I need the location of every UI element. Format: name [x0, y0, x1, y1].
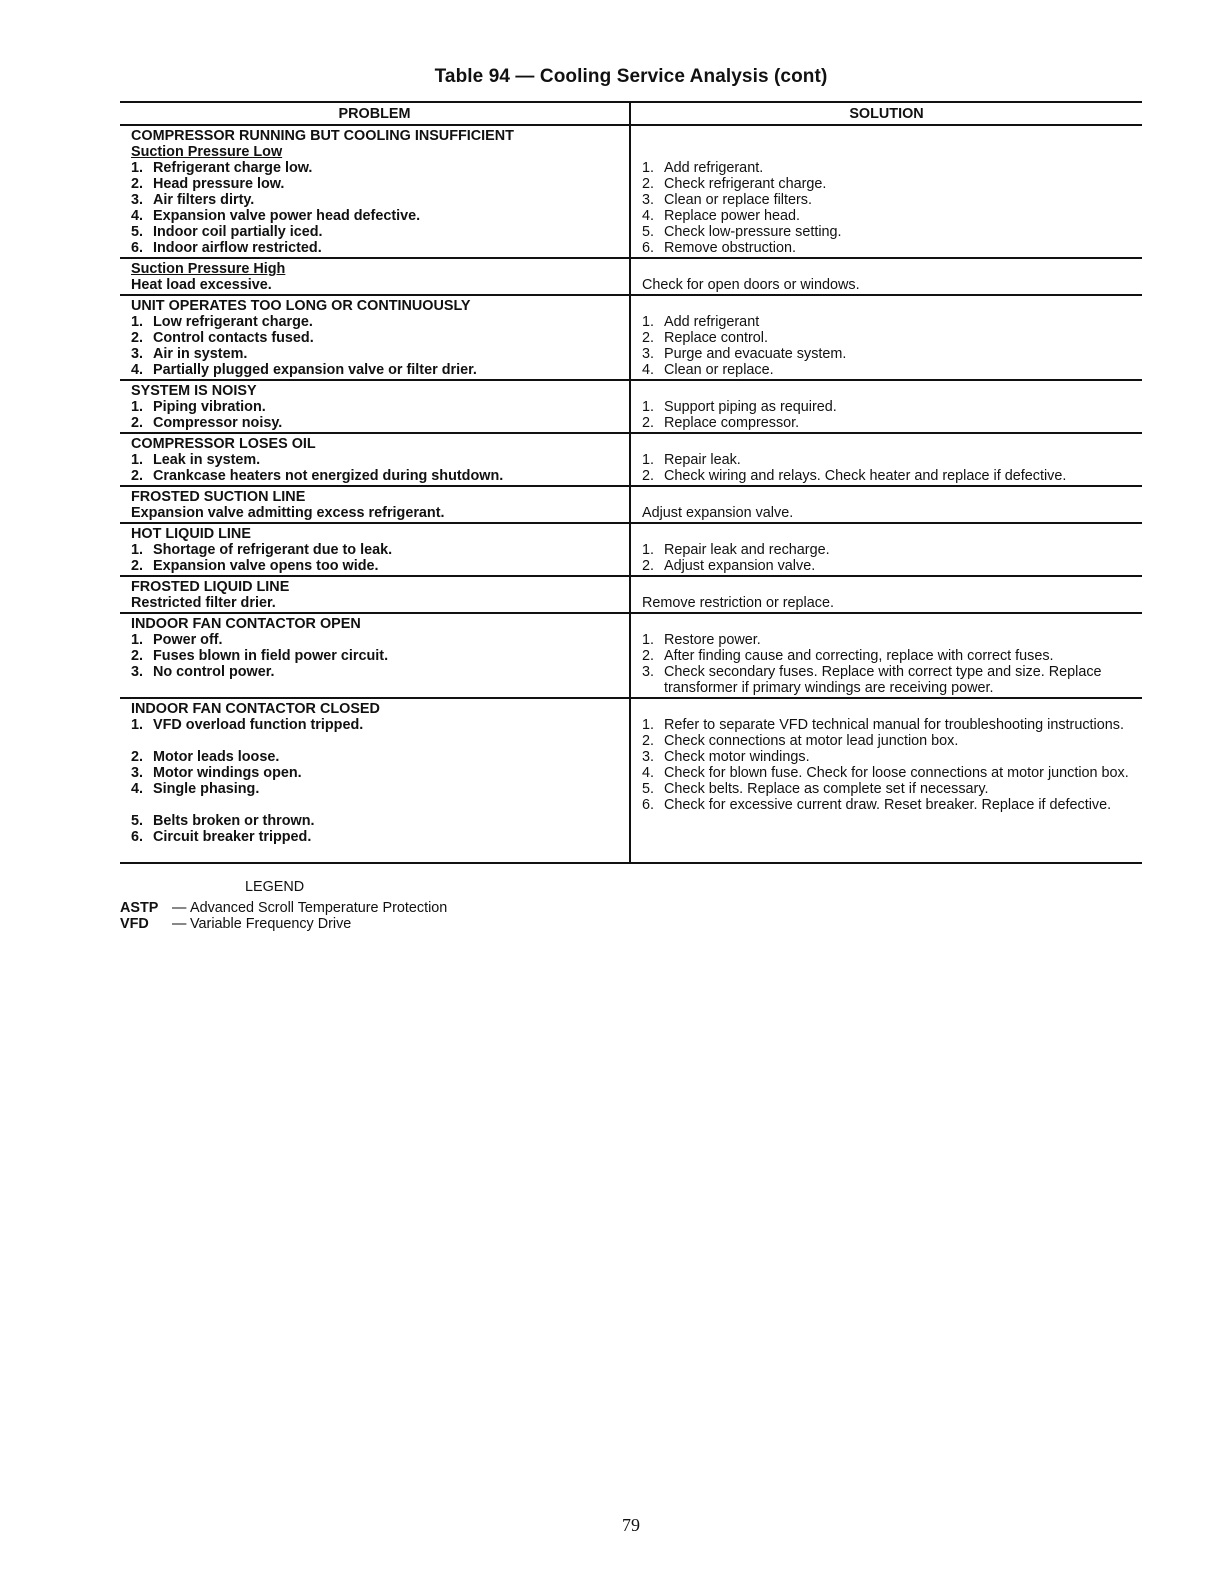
table-row	[120, 380, 1142, 433]
problem-item	[131, 749, 629, 765]
item-number: 1.	[131, 632, 144, 648]
solution-cell	[630, 613, 1142, 698]
item-text: Single phasing.	[153, 781, 260, 797]
solution-cell	[630, 258, 1142, 295]
problem-item	[131, 468, 629, 484]
item-number: 1.	[642, 160, 655, 176]
table-row	[120, 258, 1142, 295]
problem-item	[131, 664, 629, 696]
solution-item	[642, 468, 1142, 484]
solution-cell	[630, 125, 1142, 258]
table-row	[120, 433, 1142, 486]
item-text: Replace power head.	[664, 208, 801, 224]
problem-heading: UNIT OPERATES TOO LONG OR CONTINUOUSLY	[131, 298, 471, 314]
problem-item	[131, 277, 629, 293]
legend-dash: —	[172, 900, 187, 916]
item-text: Indoor airflow restricted.	[153, 240, 322, 256]
item-number: 2.	[642, 648, 655, 664]
item-number: 4.	[131, 781, 144, 797]
problem-item	[131, 208, 629, 224]
item-number: 3.	[642, 749, 655, 765]
item-text: Heat load excessive.	[131, 277, 272, 293]
item-number: 3.	[131, 346, 144, 362]
item-text: Indoor coil partially iced.	[153, 224, 323, 240]
legend-text: Variable Frequency Drive	[190, 916, 352, 932]
item-number: 6.	[131, 240, 144, 256]
solution-item	[642, 749, 1142, 765]
item-number: 3.	[131, 664, 144, 680]
item-text: Check secondary fuses. Replace with correct type and size. Replace transformer if primary windings are receiving power.	[664, 664, 1102, 696]
problem-item	[131, 648, 629, 664]
service-analysis-table-container	[120, 101, 1142, 864]
item-text: Check for open doors or windows.	[642, 277, 860, 293]
problem-cell	[120, 523, 630, 576]
item-number: 1.	[131, 542, 144, 558]
item-number: 1.	[642, 632, 655, 648]
item-text: Belts broken or thrown.	[153, 813, 315, 829]
item-number: 5.	[131, 224, 144, 240]
item-text: Check connections at motor lead junction box.	[664, 733, 959, 749]
item-text: VFD overload function tripped.	[153, 717, 364, 733]
spacer	[642, 526, 1142, 542]
item-number: 4.	[642, 362, 655, 378]
legend-title: LEGEND	[245, 879, 305, 895]
legend-text: Advanced Scroll Temperature Protection	[190, 900, 448, 916]
item-text: Restricted filter drier.	[131, 595, 276, 611]
problem-item	[131, 415, 629, 431]
item-number: 4.	[642, 208, 655, 224]
problem-heading: HOT LIQUID LINE	[131, 526, 251, 542]
item-number: 2.	[131, 648, 144, 664]
table-header-row	[120, 102, 1142, 125]
problem-item	[131, 160, 629, 176]
item-text: Add refrigerant.	[664, 160, 764, 176]
item-text: Clean or replace.	[664, 362, 774, 378]
item-text: Repair leak and recharge.	[664, 542, 830, 558]
item-text: Check for excessive current draw. Reset breaker. Replace if defective.	[664, 797, 1112, 813]
item-number: 5.	[642, 781, 655, 797]
spacer	[642, 701, 1142, 717]
problem-cell	[120, 486, 630, 523]
item-text: Leak in system.	[153, 452, 261, 468]
problem-item	[131, 595, 629, 611]
item-number: 2.	[131, 176, 144, 192]
solution-item	[642, 314, 1142, 330]
problem-item	[131, 192, 629, 208]
item-number: 1.	[642, 717, 655, 733]
item-number: 1.	[642, 452, 655, 468]
legend-abbr: ASTP	[120, 900, 159, 916]
solution-item	[642, 346, 1142, 362]
item-text: Check refrigerant charge.	[664, 176, 827, 192]
spacer	[642, 616, 1142, 632]
item-number: 2.	[131, 330, 144, 346]
problem-cell	[120, 613, 630, 698]
table-row	[120, 486, 1142, 523]
problem-cell	[120, 295, 630, 380]
problem-cell	[120, 433, 630, 486]
problem-item	[131, 829, 629, 861]
spacer	[642, 261, 1142, 277]
item-number: 4.	[131, 362, 144, 378]
item-text: Refrigerant charge low.	[153, 160, 313, 176]
item-text: Support piping as required.	[664, 399, 837, 415]
item-text: Adjust expansion valve.	[664, 558, 816, 574]
item-text: Motor windings open.	[153, 765, 302, 781]
spacer	[642, 436, 1142, 452]
item-text: Compressor noisy.	[153, 415, 283, 431]
problem-heading: INDOOR FAN CONTACTOR CLOSED	[131, 701, 380, 717]
item-text: Check low-pressure setting.	[664, 224, 842, 240]
solution-item	[642, 362, 1142, 378]
solution-item	[642, 505, 1142, 521]
item-number: 1.	[131, 160, 144, 176]
solution-cell	[630, 433, 1142, 486]
solution-item	[642, 558, 1142, 574]
item-number: 6.	[642, 797, 655, 813]
item-number: 2.	[642, 733, 655, 749]
solution-item	[642, 192, 1142, 208]
item-number: 5.	[131, 813, 144, 829]
item-text: Partially plugged expansion valve or filter drier.	[153, 362, 477, 378]
item-number: 6.	[131, 829, 144, 845]
table-row	[120, 576, 1142, 613]
solution-item	[642, 277, 1142, 293]
item-text: Check motor windings.	[664, 749, 810, 765]
item-number: 2.	[642, 558, 655, 574]
problem-item	[131, 224, 629, 240]
item-text: Control contacts fused.	[153, 330, 314, 346]
item-number: 2.	[131, 415, 144, 431]
item-text: Purge and evacuate system.	[664, 346, 847, 362]
solution-item	[642, 664, 1142, 696]
solution-item	[642, 240, 1142, 256]
problem-item	[131, 542, 629, 558]
item-text: Clean or replace filters.	[664, 192, 812, 208]
solution-cell	[630, 486, 1142, 523]
problem-item	[131, 176, 629, 192]
item-number: 1.	[642, 314, 655, 330]
table-row	[120, 125, 1142, 258]
solution-item	[642, 595, 1142, 611]
item-number: 6.	[642, 240, 655, 256]
problem-heading: SYSTEM IS NOISY	[131, 383, 257, 399]
item-text: Restore power.	[664, 632, 761, 648]
solution-item	[642, 399, 1142, 415]
problem-heading: INDOOR FAN CONTACTOR OPEN	[131, 616, 361, 632]
item-text: Check wiring and relays. Check heater and replace if defective.	[664, 468, 1067, 484]
problem-column-header: PROBLEM	[120, 102, 630, 125]
problem-item	[131, 330, 629, 346]
item-text: Adjust expansion valve.	[642, 505, 794, 521]
problem-heading: COMPRESSOR RUNNING BUT COOLING INSUFFICIENT	[131, 128, 514, 144]
problem-item	[131, 399, 629, 415]
item-text: Check for blown fuse. Check for loose connections at motor junction box.	[664, 765, 1129, 781]
item-text: Shortage of refrigerant due to leak.	[153, 542, 393, 558]
problem-cell	[120, 258, 630, 295]
solution-item	[642, 176, 1142, 192]
solution-cell	[630, 295, 1142, 380]
item-number: 1.	[642, 399, 655, 415]
item-number: 4.	[131, 208, 144, 224]
problem-item	[131, 558, 629, 574]
item-text: Circuit breaker tripped.	[153, 829, 312, 845]
item-number: 5.	[642, 224, 655, 240]
item-text: Replace compressor.	[664, 415, 800, 431]
problem-item	[131, 240, 629, 256]
page-title: Table 94 — Cooling Service Analysis (cont)	[434, 66, 828, 87]
item-number: 1.	[131, 399, 144, 415]
item-number: 1.	[131, 452, 144, 468]
item-text: Piping vibration.	[153, 399, 266, 415]
problem-item	[131, 717, 629, 749]
solution-item	[642, 648, 1142, 664]
problem-cell	[120, 380, 630, 433]
legend-entry-vfd	[120, 916, 447, 932]
table-row	[120, 613, 1142, 698]
legend-entry-astp	[120, 900, 447, 916]
problem-item	[131, 346, 629, 362]
solution-item	[642, 330, 1142, 346]
item-text: Low refrigerant charge.	[153, 314, 313, 330]
solution-item	[642, 415, 1142, 431]
problem-cell	[120, 698, 630, 863]
item-number: 1.	[642, 542, 655, 558]
item-text: Power off.	[153, 632, 223, 648]
solution-cell	[630, 523, 1142, 576]
spacer	[642, 144, 1142, 160]
legend-dash: —	[172, 916, 187, 932]
problem-heading: FROSTED LIQUID LINE	[131, 579, 290, 595]
item-number: 2.	[131, 468, 144, 484]
solution-item	[642, 797, 1142, 813]
legend-abbr: VFD	[120, 916, 149, 932]
solution-item	[642, 632, 1142, 648]
page-number: 79	[622, 1515, 640, 1535]
spacer	[642, 579, 1142, 595]
spacer	[642, 298, 1142, 314]
problem-item	[131, 781, 629, 813]
item-text: Expansion valve admitting excess refrigerant.	[131, 505, 445, 521]
table-row	[120, 523, 1142, 576]
item-number: 3.	[642, 192, 655, 208]
item-number: 2.	[642, 330, 655, 346]
table-body	[120, 125, 1142, 863]
spacer	[642, 383, 1142, 399]
problem-item	[131, 505, 629, 521]
service-analysis-table	[120, 101, 1142, 864]
spacer	[642, 489, 1142, 505]
problem-subheading: Suction Pressure High	[131, 261, 286, 277]
legend	[120, 878, 447, 932]
item-text: Head pressure low.	[153, 176, 285, 192]
item-number: 2.	[131, 749, 144, 765]
problem-heading: COMPRESSOR LOSES OIL	[131, 436, 316, 452]
item-number: 3.	[131, 192, 144, 208]
table-row	[120, 295, 1142, 380]
solution-item	[642, 765, 1142, 781]
problem-subheading: Suction Pressure Low	[131, 144, 283, 160]
solution-cell	[630, 380, 1142, 433]
item-text: Crankcase heaters not energized during shutdown.	[153, 468, 504, 484]
item-number: 4.	[642, 765, 655, 781]
item-text: Check belts. Replace as complete set if necessary.	[664, 781, 989, 797]
solution-item	[642, 208, 1142, 224]
solution-item	[642, 733, 1142, 749]
item-number: 2.	[642, 468, 655, 484]
problem-item	[131, 314, 629, 330]
item-text: Repair leak.	[664, 452, 741, 468]
item-text: No control power.	[153, 664, 275, 680]
problem-cell	[120, 125, 630, 258]
solution-item	[642, 160, 1142, 176]
spacer	[642, 128, 1142, 144]
solution-item	[642, 224, 1142, 240]
item-text: Air filters dirty.	[153, 192, 255, 208]
item-number: 3.	[642, 664, 655, 680]
problem-heading: FROSTED SUCTION LINE	[131, 489, 306, 505]
item-text: Remove obstruction.	[664, 240, 796, 256]
problem-item	[131, 632, 629, 648]
item-text: Motor leads loose.	[153, 749, 280, 765]
solution-column-header: SOLUTION	[630, 102, 1142, 125]
problem-item	[131, 362, 629, 378]
item-number: 3.	[131, 765, 144, 781]
item-text: Remove restriction or replace.	[642, 595, 834, 611]
item-number: 1.	[131, 314, 144, 330]
solution-cell	[630, 698, 1142, 863]
item-number: 2.	[131, 558, 144, 574]
solution-item	[642, 452, 1142, 468]
problem-item	[131, 765, 629, 781]
problem-cell	[120, 576, 630, 613]
item-number: 3.	[642, 346, 655, 362]
item-number: 1.	[131, 717, 144, 733]
solution-item	[642, 781, 1142, 797]
item-number: 2.	[642, 176, 655, 192]
solution-item	[642, 542, 1142, 558]
item-text: After finding cause and correcting, replace with correct fuses.	[664, 648, 1054, 664]
problem-item	[131, 813, 629, 829]
problem-item	[131, 452, 629, 468]
solution-item	[642, 717, 1142, 733]
item-text: Replace control.	[664, 330, 768, 346]
item-text: Expansion valve power head defective.	[153, 208, 421, 224]
item-text: Add refrigerant	[664, 314, 760, 330]
item-text: Air in system.	[153, 346, 248, 362]
item-number: 2.	[642, 415, 655, 431]
table-row	[120, 698, 1142, 863]
item-text: Expansion valve opens too wide.	[153, 558, 379, 574]
item-text: Refer to separate VFD technical manual for troubleshooting instructions.	[664, 717, 1124, 733]
solution-cell	[630, 576, 1142, 613]
item-text: Fuses blown in field power circuit.	[153, 648, 389, 664]
